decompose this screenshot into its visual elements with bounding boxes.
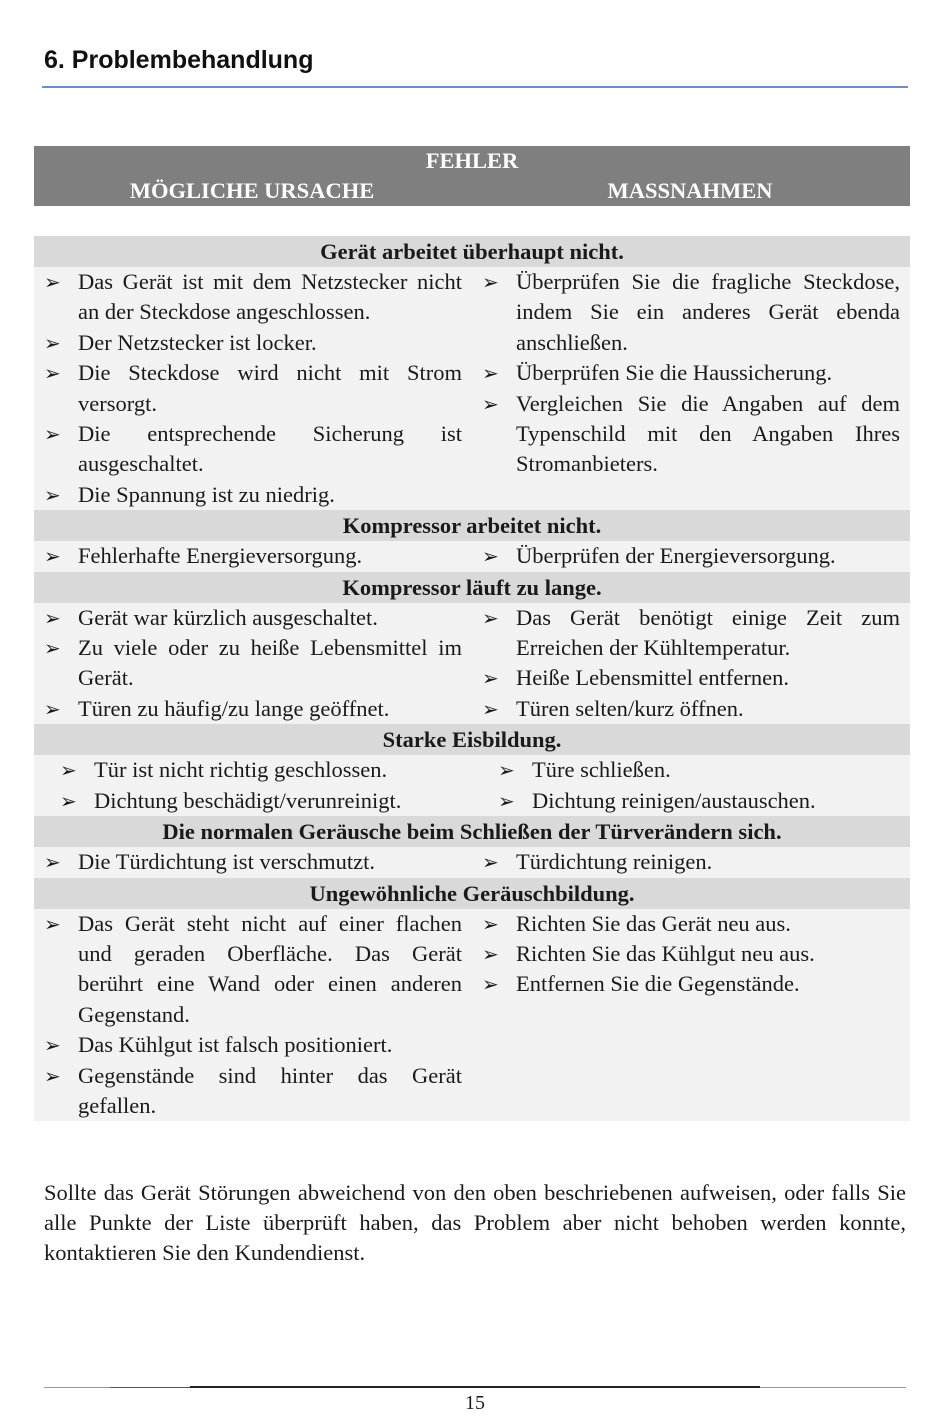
cause-item: ➢ Das Gerät ist mit dem Netzstecker nicht an der Steckdose angeschlossen. — [44, 267, 462, 328]
footer-divider-accent — [110, 1387, 190, 1388]
arrow-bullet-icon: ➢ — [60, 758, 77, 783]
arrow-bullet-icon: ➢ — [482, 605, 499, 630]
troubleshooting-table — [34, 146, 910, 1121]
cause-item: ➢ Die Steckdose wird nicht mit Strom versorgt. — [44, 358, 462, 419]
arrow-bullet-icon: ➢ — [482, 391, 499, 416]
cause-item: ➢ Die Türdichtung ist verschmutzt. — [44, 847, 462, 877]
problem-title: Gerät arbeitet überhaupt nicht. — [34, 236, 910, 267]
causes-column — [34, 541, 472, 571]
cause-item: ➢ Türen zu häufig/zu lange geöffnet. — [44, 694, 462, 724]
remedy-item: ➢ Heiße Lebensmittel entfernen. — [482, 663, 900, 693]
cause-item: ➢ Die entsprechende Sicherung ist ausgeschaltet. — [44, 419, 462, 480]
problem-title: Kompressor läuft zu lange. — [34, 572, 910, 603]
arrow-bullet-icon: ➢ — [44, 1033, 61, 1058]
header-massnahmen: MASSNAHMEN — [607, 178, 773, 203]
causes-column — [34, 909, 472, 1122]
causes-column — [34, 267, 472, 510]
arrow-bullet-icon: ➢ — [482, 911, 499, 936]
remedies-column — [472, 847, 910, 877]
remedies-column — [472, 541, 910, 571]
arrow-bullet-icon: ➢ — [44, 361, 61, 386]
arrow-bullet-icon: ➢ — [60, 788, 77, 813]
problem-title: Starke Eisbildung. — [34, 724, 910, 755]
cause-item: ➢ Fehlerhafte Energieversorgung. — [44, 541, 462, 571]
problem-row — [34, 909, 910, 1122]
problem-row — [34, 755, 910, 816]
arrow-bullet-icon: ➢ — [44, 636, 61, 661]
arrow-bullet-icon: ➢ — [44, 850, 61, 875]
causes-column — [34, 603, 472, 725]
cause-item: ➢ Das Gerät steht nicht auf einer flachen und geraden Oberfläche. Das Gerät berührt eine Wand oder einen anderen Gegenstand. — [44, 909, 462, 1031]
problem-row — [34, 541, 910, 571]
remedy-item: ➢ Türdichtung reinigen. — [482, 847, 900, 877]
arrow-bullet-icon: ➢ — [482, 696, 499, 721]
cause-item: ➢ Tür ist nicht richtig geschlossen. — [60, 755, 462, 785]
section-title: 6. Problembehandlung — [44, 46, 314, 74]
arrow-bullet-icon: ➢ — [44, 911, 61, 936]
arrow-bullet-icon: ➢ — [44, 1063, 61, 1088]
remedy-item: ➢ Überprüfen Sie die fragliche Steckdose, indem Sie ein anderes Gerät ebenda anschließen. — [482, 267, 900, 358]
arrow-bullet-icon: ➢ — [44, 422, 61, 447]
arrow-bullet-icon: ➢ — [44, 482, 61, 507]
arrow-bullet-icon: ➢ — [482, 850, 499, 875]
remedy-item: ➢ Richten Sie das Kühlgut neu aus. — [482, 939, 900, 969]
remedy-item: ➢ Überprüfen der Energieversorgung. — [482, 541, 900, 571]
remedy-item: ➢ Richten Sie das Gerät neu aus. — [482, 909, 900, 939]
header-fehler: FEHLER — [425, 148, 519, 173]
problem-row — [34, 847, 910, 877]
remedies-column — [472, 909, 910, 1122]
support-note: Sollte das Gerät Störungen abweichend von den oben beschriebenen aufweisen, oder falls Sie alle Punkte der Liste überprüft haben, das Problem aber nicht behoben werden konnte, kontaktieren Sie den Kundendienst. — [44, 1180, 906, 1265]
remedy-item: ➢ Das Gerät benötigt einige Zeit zum Erreichen der Kühltemperatur. — [482, 603, 900, 664]
arrow-bullet-icon: ➢ — [482, 666, 499, 691]
cause-item: ➢ Die Spannung ist zu niedrig. — [44, 480, 462, 510]
page-number: 15 — [465, 1392, 485, 1414]
table-header — [34, 146, 910, 206]
remedy-item: ➢ Überprüfen Sie die Haussicherung. — [482, 358, 900, 388]
problem-title: Kompressor arbeitet nicht. — [34, 510, 910, 541]
cause-item: ➢ Gegenstände sind hinter das Gerät gefallen. — [44, 1061, 462, 1122]
cause-item: ➢ Das Kühlgut ist falsch positioniert. — [44, 1030, 462, 1060]
table-gap — [34, 206, 910, 236]
remedy-item: ➢ Türe schließen. — [498, 755, 900, 785]
footer-divider-bold — [190, 1386, 760, 1388]
problem-title: Die normalen Geräusche beim Schließen der Türverändern sich. — [34, 816, 910, 847]
cause-item: ➢ Gerät war kürzlich ausgeschaltet. — [44, 603, 462, 633]
arrow-bullet-icon: ➢ — [498, 788, 515, 813]
remedies-column — [472, 603, 910, 725]
header-ursache: MÖGLICHE URSACHE — [129, 178, 375, 203]
arrow-bullet-icon: ➢ — [498, 758, 515, 783]
remedy-item: ➢ Entfernen Sie die Gegenstände. — [482, 969, 900, 999]
causes-column — [34, 755, 472, 816]
arrow-bullet-icon: ➢ — [482, 270, 499, 294]
arrow-bullet-icon: ➢ — [44, 544, 61, 569]
arrow-bullet-icon: ➢ — [482, 972, 499, 997]
arrow-bullet-icon: ➢ — [482, 544, 499, 569]
causes-column — [34, 847, 472, 877]
remedy-item: ➢ Türen selten/kurz öffnen. — [482, 694, 900, 724]
arrow-bullet-icon: ➢ — [44, 270, 61, 294]
problem-row — [34, 603, 910, 725]
arrow-bullet-icon: ➢ — [44, 330, 61, 355]
title-divider — [42, 86, 908, 88]
arrow-bullet-icon: ➢ — [44, 605, 61, 630]
remedy-item: ➢ Vergleichen Sie die Angaben auf dem Typenschild mit den Angaben Ihres Stromanbieters. — [482, 389, 900, 480]
remedies-column — [472, 755, 910, 816]
problem-row — [34, 267, 910, 510]
remedy-item: ➢ Dichtung reinigen/austauschen. — [498, 786, 900, 816]
problem-title: Ungewöhnliche Geräuschbildung. — [34, 878, 910, 909]
cause-item: ➢ Der Netzstecker ist locker. — [44, 328, 462, 358]
arrow-bullet-icon: ➢ — [44, 696, 61, 721]
cause-item: ➢ Dichtung beschädigt/verunreinigt. — [60, 786, 462, 816]
cause-item: ➢ Zu viele oder zu heiße Lebensmittel im Gerät. — [44, 633, 462, 694]
remedies-column — [472, 267, 910, 510]
arrow-bullet-icon: ➢ — [482, 361, 499, 386]
arrow-bullet-icon: ➢ — [482, 941, 499, 966]
